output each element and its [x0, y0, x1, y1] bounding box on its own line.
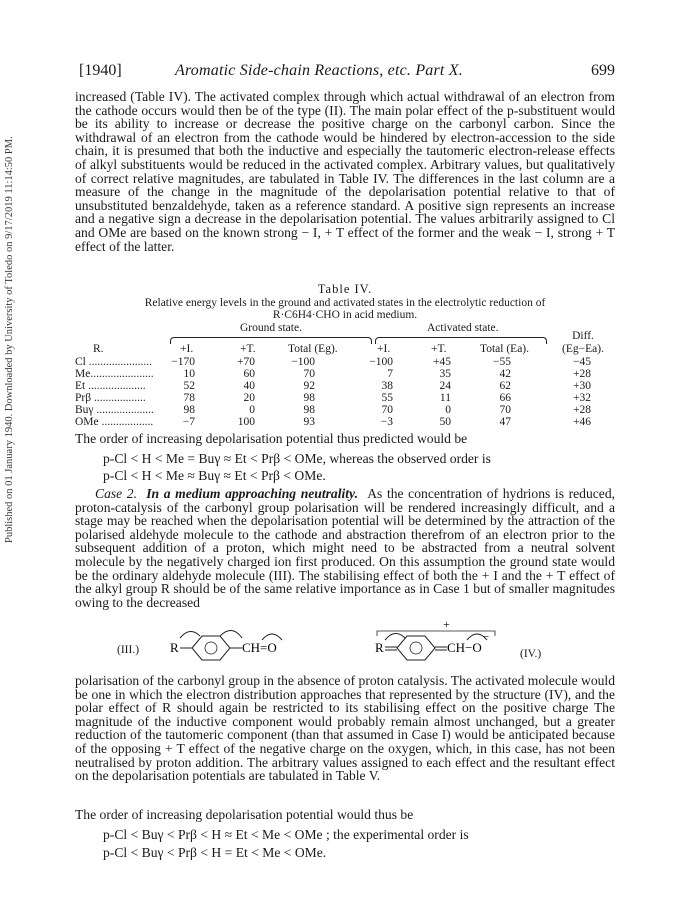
formula-case-2-predicted: p-Cl < Buγ < Prβ < H ≈ Et < Me < OMe ; the experimental order is — [103, 827, 469, 842]
row-label: Buγ .................... — [75, 404, 154, 416]
paragraph-polarisation: polarisation of the carbonyl group in the absence of proton catalysis. The activated molecule would be one in which the electron distribution approaches that represented by the structure (IV), and the polar effect of R should again be restricted to its stabilising effect on the positive charge The magnitude of the inductive component would probably remain almost unchanged, but a greater reduction of the tautomeric component (than that assumed in Case I) would be anticipated because of the opposing + T effect of the negative charge on the oxygen, which, in this case, has not been neutralised by proton addition. The arbitrary values assigned to each effect and the resultant effect on the depolarisation potentials are tabulated in Table V. — [75, 673, 615, 784]
row-label: Prβ .................. — [75, 392, 146, 404]
paragraph-intro: increased (Table IV). The activated complex through which actual withdrawal of an electron from the cathode occurs would then be of the type (II). The main polar effect of the p-substituent would be its ability to increase or decrease the positive charge on the carbonyl carbon. Since the withdrawal of an electron from the cathode would be hindered by electron-accession to the side chain, it is presumed that both the inductive and especially the tautomeric electron-release effects of alkyl substituents would be reduced in the activated complex. Arbitrary values, but qualitatively of correct relative magnitudes, are tabulated in Table IV. The differences in the last column are a measure of the change in the magnitude of the depolarisation potential relative to that of unsubstituted benzaldehyde, taken as a reference standard. A positive sign represents an increase and a negative sign a decrease in the depolarisation potential. The values arbitrarily assigned to Cl and OMe are based on the known strong − I, + T effect of the former and the weak − I, strong + T effect of the latter. — [75, 89, 615, 254]
group-header-ground: Ground state. — [240, 322, 302, 334]
col-header-ground-i: +I. — [180, 343, 194, 355]
cell: +70 — [237, 356, 255, 368]
cell: −100 — [369, 356, 393, 368]
col-header-diff: (Eg−Ea). — [562, 343, 604, 355]
case-2-heading: In a medium approaching neutrality. — [146, 486, 358, 501]
row-label: OMe .................. — [75, 416, 154, 428]
cell: 60 — [243, 368, 255, 380]
col-header-activated-t: +T. — [431, 343, 447, 355]
cell: 98 — [183, 404, 195, 416]
table-title: Table IV. — [317, 282, 373, 296]
structure-iv-minus: − — [483, 631, 490, 643]
header-year: [1940] — [79, 62, 122, 79]
cell: 11 — [439, 392, 451, 404]
row-label: Et .................... — [75, 380, 146, 392]
structures-figure — [75, 618, 615, 670]
cell: 70 — [499, 404, 511, 416]
cell: 62 — [499, 380, 511, 392]
col-header-ground-t: +T. — [240, 343, 256, 355]
cell: −170 — [171, 356, 195, 368]
cell: 38 — [381, 380, 393, 392]
cell: −7 — [182, 416, 195, 428]
cell: 50 — [439, 416, 451, 428]
cell: 100 — [237, 416, 255, 428]
cell: 93 — [303, 416, 315, 428]
col-header-ground-total: Total (Eg). — [288, 343, 338, 355]
formula-case-2-experimental: p-Cl < Buγ < Prβ < H = Et < Me < OMe. — [103, 845, 327, 860]
cell: +46 — [573, 416, 591, 428]
cell: +30 — [573, 380, 591, 392]
col-header-activated-total: Total (Ea). — [480, 343, 530, 355]
paragraph-order-case-2: The order of increasing depolarisation potential would thus be — [75, 807, 414, 822]
cell: 20 — [243, 392, 255, 404]
col-header-r: R. — [93, 343, 104, 355]
structure-iii-diagram — [170, 618, 340, 666]
cell: +45 — [433, 356, 451, 368]
col-diff-label: Diff. — [572, 330, 594, 342]
table-iv — [75, 318, 615, 428]
cell: 0 — [445, 404, 451, 416]
col-header-activated-i: +I. — [377, 343, 391, 355]
structure-iv-r: R — [375, 640, 384, 655]
cell: 70 — [381, 404, 393, 416]
row-label: Me...................... — [75, 368, 154, 380]
download-watermark: Published on 01 January 1940. Downloaded by University of Toledo on 9/17/2019 11:14:50 PM. — [4, 136, 15, 544]
cell: 47 — [499, 416, 511, 428]
paragraph-order-predicted: The order of increasing depolarisation potential thus predicted would be — [75, 431, 468, 446]
structure-iv-plus: + — [443, 618, 450, 631]
formula-predicted-order: p-Cl < H < Me = Buγ ≈ Et < Prβ < OMe, whereas the observed order is — [103, 451, 491, 466]
cell: −55 — [493, 356, 511, 368]
cell: −3 — [380, 416, 393, 428]
structure-iv-tail: CH−O — [447, 640, 482, 655]
cell: +32 — [573, 392, 591, 404]
cell: −100 — [291, 356, 315, 368]
cell: 78 — [183, 392, 195, 404]
structure-iv-diagram — [375, 618, 525, 666]
row-label: Cl ...................... — [75, 356, 152, 368]
cell: 98 — [303, 404, 315, 416]
cell: 98 — [303, 392, 315, 404]
structure-label-iv: (IV.) — [520, 648, 542, 660]
formula-observed-order: p-Cl < H < Me ≈ Buγ ≈ Et < Prβ < OMe. — [103, 468, 326, 483]
brace-ground — [170, 337, 372, 344]
structure-label-iii: (III.) — [117, 644, 140, 656]
cell: 7 — [387, 368, 393, 380]
cell: 40 — [243, 380, 255, 392]
page-number: 699 — [591, 62, 615, 79]
cell: 42 — [499, 368, 511, 380]
cell: 35 — [439, 368, 451, 380]
group-header-activated: Activated state. — [427, 322, 499, 334]
cell: +28 — [573, 368, 591, 380]
cell: 92 — [303, 380, 315, 392]
cell: 52 — [183, 380, 195, 392]
cell: 55 — [381, 392, 393, 404]
cell: 0 — [249, 404, 255, 416]
cell: 70 — [303, 368, 315, 380]
running-header — [75, 62, 615, 80]
cell: +28 — [573, 404, 591, 416]
paragraph-case-2 — [75, 487, 615, 617]
case-2-label: Case 2. — [95, 486, 138, 501]
header-title: Aromatic Side-chain Reactions, etc. Part X. — [175, 62, 463, 79]
cell: 24 — [439, 380, 451, 392]
cell: 66 — [499, 392, 511, 404]
table-caption-line2: R·C6H4·CHO in acid medium. — [272, 309, 418, 321]
structure-iii-tail: CH=O — [242, 640, 277, 655]
table-caption-line1: Relative energy levels in the ground and activated states in the electrolytic reduction of — [144, 297, 546, 309]
cell: −45 — [573, 356, 591, 368]
structure-iii-r: R — [170, 640, 179, 655]
case-2-body: As the concentration of hydrions is reduced, proton-catalysis of the carbonyl group polarisation will be rendered increasingly difficult, and a stage may be reached when the depolarisation potential will be determined by the attraction of the polarised aldehyde molecule to the cathode and abstraction therefrom of an electron prior to the subsequent addition of a proton, which might need to be abstracted from a neutral solvent molecule by the negatively charged ion first produced. On this assumption the ground state would be the ordinary aldehyde molecule (III). The stabilising effect of both the + I and the + T effect of the alkyl group R should be of the same relative importance as in Case 1 but of smaller magnitudes owing to the decreased — [75, 486, 616, 610]
cell: 10 — [183, 368, 195, 380]
